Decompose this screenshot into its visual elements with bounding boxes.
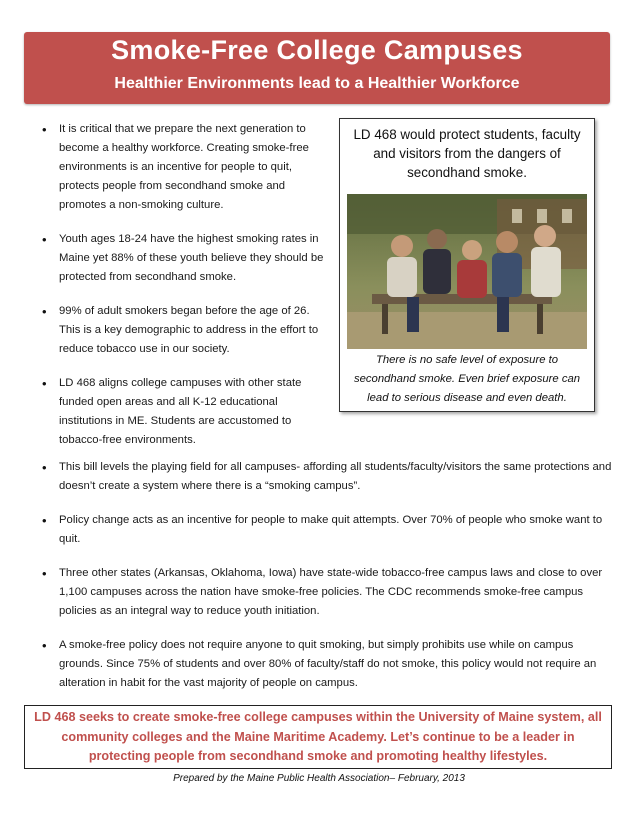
bullet-item: • A smoke-free policy does not require anyone to quit smoking, but simply prohibits use while on campus grounds. Since 75% of students and over 80% of faculty/staff do not smoke, this policy would not require an alteration in habit for the vast majority of people on campus. xyxy=(36,636,616,693)
bullet-item: • LD 468 aligns college campuses with other state funded open areas and all K-12 educational institutions in ME. Students are accustomed to tobacco-free environments. xyxy=(36,374,332,450)
sidebar-box xyxy=(339,118,595,412)
sidebar-caption: There is no safe level of exposure to secondhand smoke. Even brief exposure can lead to serious disease and even death. xyxy=(353,354,581,404)
footer-credit: Prepared by the Maine Public Health Association– February, 2013 xyxy=(173,773,465,784)
bullet-item: • Youth ages 18-24 have the highest smoking rates in Maine yet 88% of these youth believe they should be protected from secondhand smoke. xyxy=(36,230,332,287)
students-photo xyxy=(347,194,587,349)
callout-text: LD 468 seeks to create smoke-free college campuses within the University of Maine system, all community colleges and the Maine Maritime Academy. Let’s continue to be a leader in protecting people from secondhand smoke and promoting healthy lifestyles. xyxy=(34,710,602,763)
bullet-item: • Policy change acts as an incentive for people to make quit attempts. Over 70% of people who smoke want to quit. xyxy=(36,511,616,549)
callout-box xyxy=(24,705,612,769)
page-subtitle: Healthier Environments lead to a Healthier Workforce xyxy=(114,75,520,92)
page-title: Smoke-Free College Campuses xyxy=(111,35,523,65)
bullet-item: • 99% of adult smokers began before the age of 26. This is a key demographic to address in the effort to reduce tobacco use in our society. xyxy=(36,302,332,359)
bullet-item: • It is critical that we prepare the next generation to become a healthy workforce. Creating smoke-free environments is an incentive for people to quit, protects people from secondhand smoke and promotes a non-smoking culture. xyxy=(36,120,332,215)
title-banner xyxy=(24,32,610,104)
students-photo-illustration xyxy=(347,194,587,349)
top-bullet-list xyxy=(36,120,332,465)
bullet-item: • This bill levels the playing field for all campuses- affording all students/faculty/visitors the same protections and doesn’t create a system where there is a “smoking campus”. xyxy=(36,458,616,496)
full-bullet-list xyxy=(36,458,616,708)
bullet-item: • Three other states (Arkansas, Oklahoma, Iowa) have state-wide tobacco-free campus laws and close to over 1,100 campuses across the nation have smoke-free policies. The CDC recommends smoke-free campus policies as an integral way to reduce youth initiation. xyxy=(36,564,616,621)
sidebar-heading: LD 468 would protect students, faculty and visitors from the dangers of secondhand smoke. xyxy=(353,127,581,180)
